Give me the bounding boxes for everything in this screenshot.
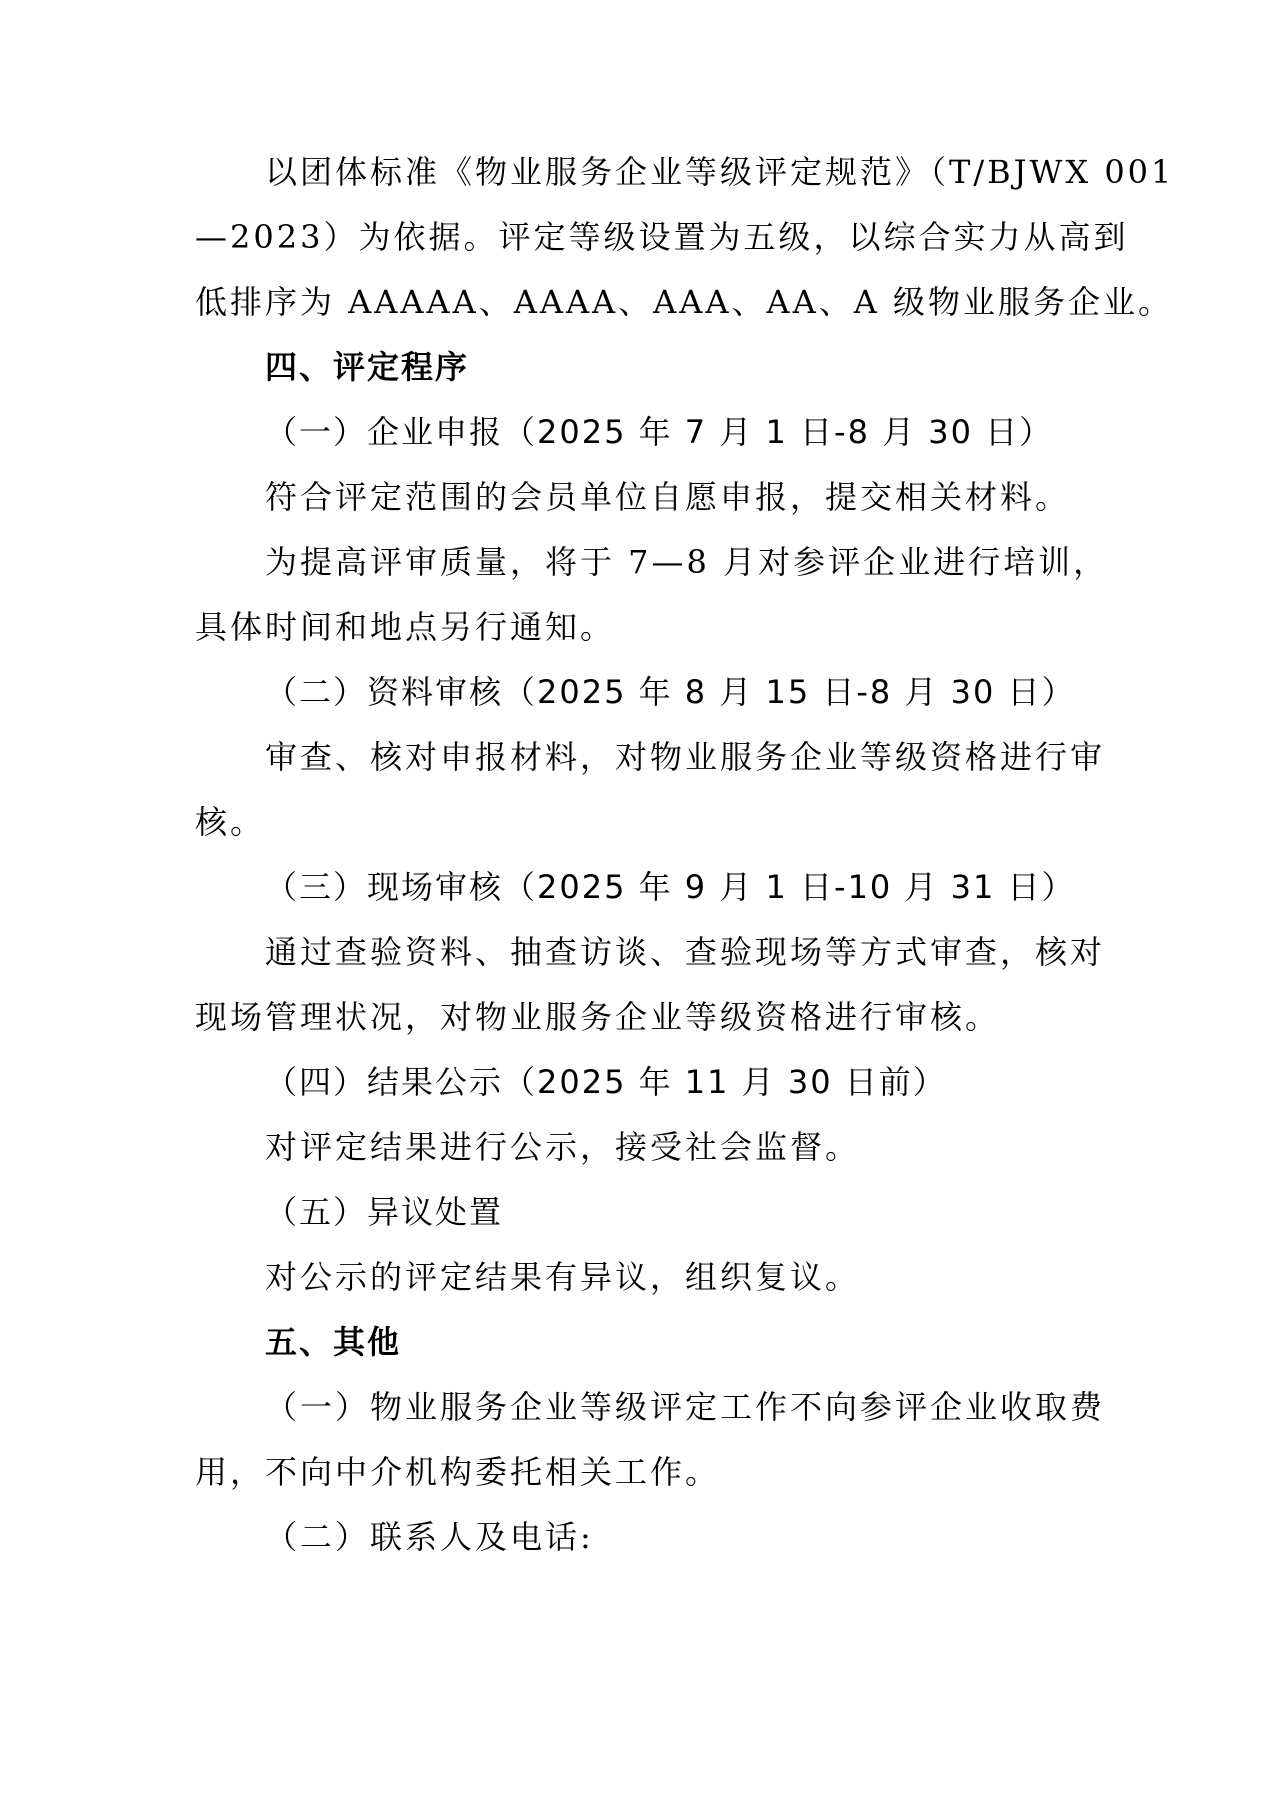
subsection-heading: （一）企业申报（2025 年 7 月 1 日-8 月 30 日） <box>265 413 1054 451</box>
paragraph-line: 符合评定范围的会员单位自愿申报，提交相关材料。 <box>265 478 1071 516</box>
paragraph-line: （一）物业服务企业等级评定工作不向参评企业收取费 <box>265 1388 1106 1426</box>
paragraph-line: 具体时间和地点另行通知。 <box>195 608 616 646</box>
subsection-heading: （四）结果公示（2025 年 11 月 30 日前） <box>265 1063 947 1101</box>
paragraph-line: 用，不向中介机构委托相关工作。 <box>195 1453 721 1491</box>
paragraph-line: 对公示的评定结果有异议，组织复议。 <box>265 1258 861 1296</box>
paragraph-line: 以团体标准《物业服务企业等级评定规范》（T/BJWX 001 <box>265 153 1175 191</box>
paragraph-line: 对评定结果进行公示，接受社会监督。 <box>265 1128 861 1166</box>
subsection-heading: （三）现场审核（2025 年 9 月 1 日-10 月 31 日） <box>265 868 1076 906</box>
paragraph-line: 通过查验资料、抽查访谈、查验现场等方式审查，核对 <box>265 933 1106 971</box>
paragraph-line: 为提高评审质量，将于 7—8 月对参评企业进行培训， <box>265 543 1109 581</box>
paragraph-line: 现场管理状况，对物业服务企业等级资格进行审核。 <box>195 998 1001 1036</box>
paragraph-line: （二）联系人及电话: <box>265 1518 594 1556</box>
paragraph-line: 低排序为 AAAAA、AAAA、AAA、AA、A 级物业服务企业。 <box>195 283 1173 321</box>
paragraph-line: —2023）为依据。评定等级设置为五级，以综合实力从高到 <box>195 218 1129 256</box>
subsection-heading: （五）异议处置 <box>265 1193 504 1231</box>
subsection-heading: （二）资料审核（2025 年 8 月 15 日-8 月 30 日） <box>265 673 1076 711</box>
section-heading: 五、其他 <box>265 1323 402 1361</box>
paragraph-line: 核。 <box>195 803 266 841</box>
section-heading: 四、评定程序 <box>265 348 470 386</box>
paragraph-line: 审查、核对申报材料，对物业服务企业等级资格进行审 <box>265 738 1106 776</box>
